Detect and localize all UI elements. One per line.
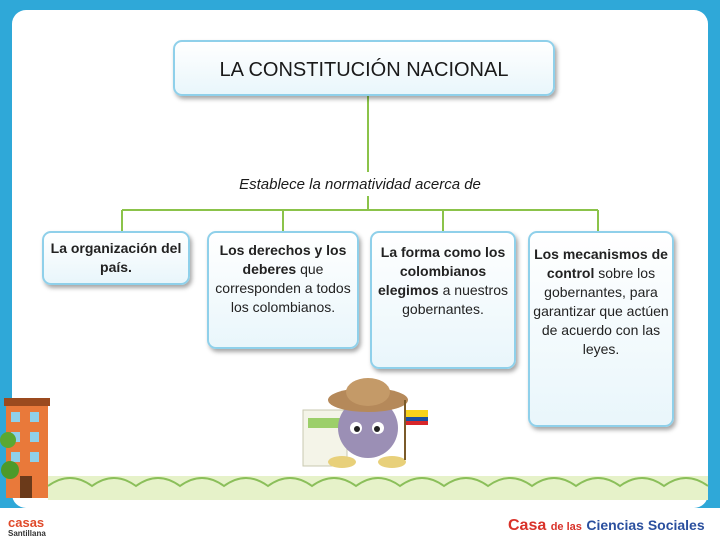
title-text: LA CONSTITUCIÓN NACIONAL bbox=[219, 59, 509, 81]
concept-4-bold: Los mecanismos de control bbox=[534, 246, 668, 281]
connector-label: Establece la normatividad acerca de bbox=[239, 176, 481, 193]
brand-end: Ciencias Sociales bbox=[586, 517, 705, 533]
concept-2-rest: que corresponden a todos los colombianos. bbox=[215, 261, 351, 315]
hedge-strip bbox=[48, 476, 708, 500]
santillana-label: Santillana bbox=[8, 529, 46, 538]
brand-main: Casa bbox=[508, 517, 547, 534]
concept-box-control bbox=[528, 231, 674, 427]
concept-4-rest: sobre los gobernantes, para garantizar que actúen de acuerdo con las leyes. bbox=[533, 265, 669, 357]
brand-mid: de las bbox=[550, 521, 582, 533]
concept-1-bold: La organización del país. bbox=[50, 240, 182, 275]
title-box bbox=[173, 40, 555, 96]
building-illustration bbox=[0, 398, 50, 498]
concept-3-rest: a nuestros gobernantes. bbox=[402, 282, 508, 317]
concept-2-bold: Los derechos y los deberes bbox=[219, 242, 347, 277]
concept-3-bold: La forma como los colombianos elegimos bbox=[378, 244, 506, 298]
book-character-illustration bbox=[303, 378, 428, 468]
casas-logo: casas bbox=[8, 515, 45, 530]
concept-box-eleccion bbox=[370, 231, 516, 369]
concept-box-derechos bbox=[207, 231, 359, 349]
concept-box-organizacion bbox=[42, 231, 190, 285]
brand-logo bbox=[508, 517, 705, 535]
